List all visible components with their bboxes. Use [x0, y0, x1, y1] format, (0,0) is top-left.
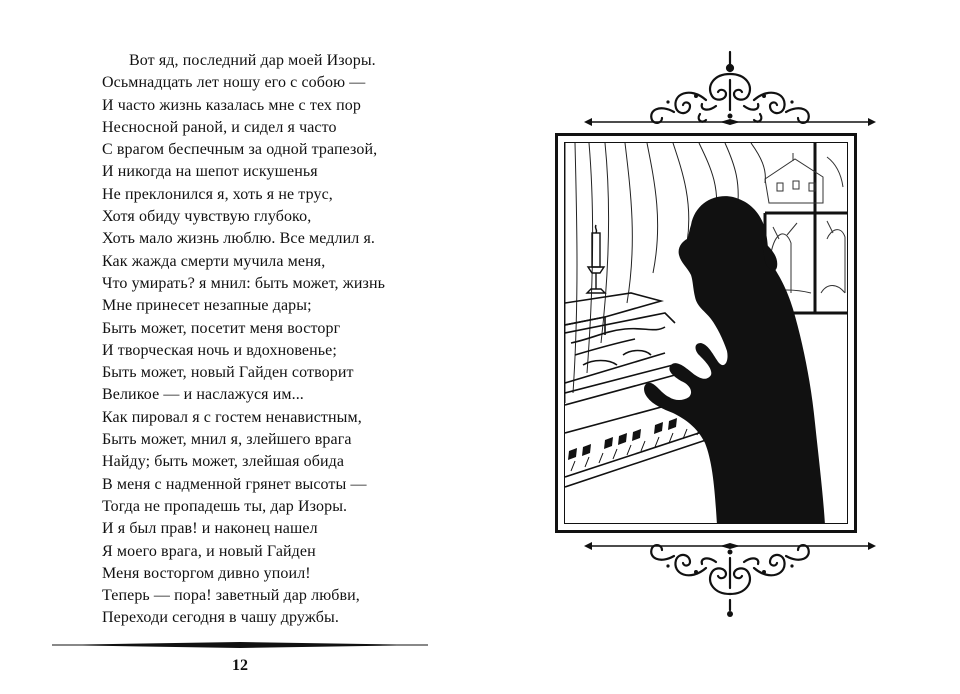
poem-line: И я был прав! и наконец нашел [102, 520, 318, 538]
poem-line: Как жажда смерти мучила меня, [102, 252, 326, 270]
ornament-bottom [580, 538, 880, 618]
poem-line: Быть может, посетит меня восторг [102, 319, 341, 337]
poem-line: Переходи сегодня в чашу дружбы. [102, 609, 339, 627]
poem-line: Быть может, новый Гайден сотворит [102, 364, 354, 382]
poem-line: Меня восторгом дивно упоил! [102, 564, 311, 582]
poem-line: Найду; быть может, злейшая обида [102, 453, 345, 471]
footer-divider [52, 638, 428, 652]
poem-line: В меня с надменной грянет высоты — [102, 475, 367, 493]
poem-line: И часто жизнь казалась мне с тех пор [102, 96, 361, 114]
poem-line: С врагом беспечным за одной трапезой, [102, 141, 378, 159]
poem-line: Несносной раной, и сидел я часто [102, 118, 337, 136]
poem-line: Не преклонился я, хоть я не трус, [102, 185, 333, 203]
left-page [0, 0, 470, 694]
salieri-silhouette-illustration [565, 143, 848, 524]
poem-line: Мне принесет незапные дары; [102, 297, 312, 315]
poem-line: Хоть мало жизнь люблю. Все медлил я. [102, 230, 375, 248]
poem-line: Вот яд, последний дар моей Изоры. [129, 52, 376, 69]
ornament-top [580, 50, 880, 130]
poem-line: И никогда на шепот искушенья [102, 163, 318, 181]
poem-text [102, 50, 442, 630]
poem-line: Что умирать? я мнил: быть может, жизнь [102, 274, 386, 292]
poem-line: И творческая ночь и вдохновенье; [102, 341, 337, 359]
poem-line: Осьмнадцать лет ношу его с собою — [102, 74, 366, 92]
illustration [564, 142, 848, 524]
poem-line: Великое — и наслажуся им... [102, 386, 304, 404]
poem-line: Тогда не пропадешь ты, дар Изоры. [102, 497, 348, 515]
poem-line: Я моего врага, и новый Гайден [102, 542, 316, 560]
poem-line: Теперь — пора! заветный дар любви, [102, 587, 360, 605]
poem-line: Быть может, мнил я, злейшего врага [102, 431, 352, 449]
poem-line: Хотя обиду чувствую глубоко, [102, 208, 312, 226]
page-number: 12 [232, 657, 248, 674]
poem-line: Как пировал я с гостем ненавистным, [102, 408, 362, 426]
